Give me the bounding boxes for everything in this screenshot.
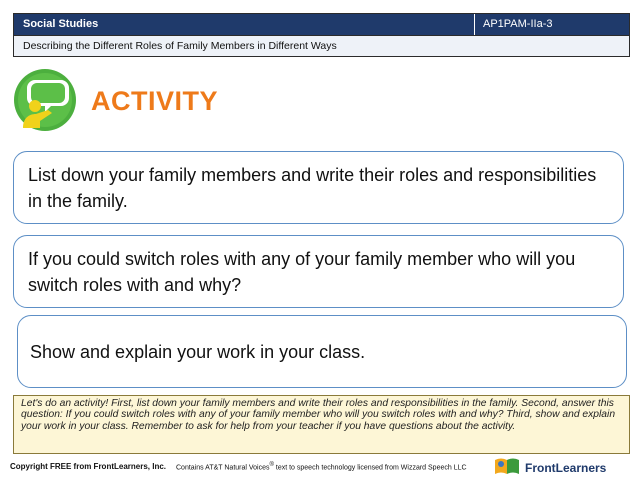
speech-bubble-person-icon [13,68,77,132]
registered-mark: ® [269,462,274,468]
lesson-code: AP1PAM-IIa-3 [474,14,629,35]
task-box-2 [13,235,624,308]
header-top-row [14,14,629,35]
task-text-3: Show and explain your work in your class. [30,341,366,362]
task-text-1: List down your family members and write their roles and responsibilities in the family. [28,165,597,211]
instruction-note: Let's do an activity! First, list down your family members and write their roles and responsibilities in the family. Second, answer this question: If you could switch roles with any of your family member who will you switch roles with and why? Third, show and explain your work in your class. Remember to ask for help from your teacher if you have questions about the activity. [13,395,630,454]
brand-name: FrontLearners [525,461,607,475]
copyright-text: Copyright FREE from FrontLearners, Inc. [10,462,167,471]
tts-credit-after: text to speech technology licensed from Wizzard Speech LLC [273,464,467,472]
tts-credit [176,462,467,471]
lesson-header [13,13,630,57]
task-box-3 [17,315,627,388]
subject-label: Social Studies [23,18,99,30]
task-text-2: If you could switch roles with any of your family member who will you switch roles with and why? [28,249,576,295]
footer-copyright [10,462,166,471]
lesson-topic: Describing the Different Roles of Family Members in Different Ways [14,35,629,56]
activity-title: ACTIVITY [91,86,219,116]
frontlearners-logo-icon [493,456,523,478]
task-box-1 [13,151,624,224]
tts-credit-before: Contains AT&T Natural Voices [176,464,270,472]
